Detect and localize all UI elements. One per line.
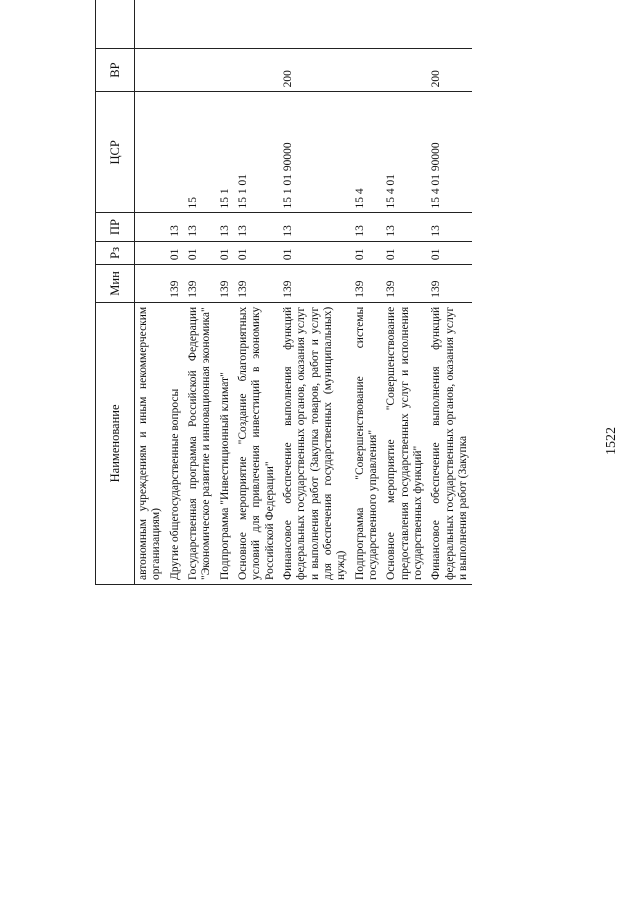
- table-row: [279, 0, 351, 585]
- table-row: [427, 0, 472, 585]
- row-csr: [135, 92, 166, 213]
- table-header: [96, 0, 135, 585]
- row-pr: 13: [427, 213, 472, 241]
- header-2018: [96, 0, 135, 48]
- row-csr: 15: [184, 92, 216, 213]
- row-pr: 13: [216, 213, 234, 241]
- row-pr: 13: [234, 213, 279, 241]
- row-2018: [382, 0, 427, 48]
- page-number: 1522: [604, 427, 619, 455]
- row-rz: 01: [166, 241, 184, 265]
- row-vr: [184, 48, 216, 92]
- table-row: [166, 0, 184, 585]
- row-rz: 01: [234, 241, 279, 265]
- row-2018: [351, 0, 383, 48]
- row-name: автономным учреждениям и иным некоммерческим организациям): [135, 302, 166, 584]
- row-rz: 01: [279, 241, 351, 265]
- row-2018: [279, 0, 351, 48]
- row-2018: [234, 0, 279, 48]
- row-rz: 01: [184, 241, 216, 265]
- row-name: Основное мероприятие "Создание благоприятных условий для привлечения инвестиций в экономику Российской Федерации": [234, 302, 279, 584]
- row-2018: [135, 0, 166, 48]
- row-pr: 13: [184, 213, 216, 241]
- table-row: [135, 0, 166, 585]
- header-vr: ВР: [96, 48, 135, 92]
- row-pr: 13: [382, 213, 427, 241]
- row-name: Основное мероприятие "Совершенствование предоставления государственных услуг и исполнения государственных функций": [382, 302, 427, 584]
- table-row: [184, 0, 216, 585]
- row-min: 139: [184, 265, 216, 303]
- row-min: 139: [216, 265, 234, 303]
- header-rz: Рз: [96, 241, 135, 265]
- row-vr: 200: [427, 48, 472, 92]
- row-min: 139: [351, 265, 383, 303]
- table-body: [135, 0, 473, 585]
- header-row: [96, 0, 135, 585]
- row-2018: [166, 0, 184, 48]
- row-2018: [184, 0, 216, 48]
- row-name: Другие общегосударственные вопросы: [166, 302, 184, 584]
- row-csr: 15 1 01: [234, 92, 279, 213]
- row-rz: [135, 241, 166, 265]
- row-min: 139: [427, 265, 472, 303]
- row-rz: 01: [427, 241, 472, 265]
- row-vr: [135, 48, 166, 92]
- row-pr: 13: [351, 213, 383, 241]
- row-min: 139: [382, 265, 427, 303]
- row-min: 139: [234, 265, 279, 303]
- row-min: [135, 265, 166, 303]
- row-pr: 13: [166, 213, 184, 241]
- row-2018: [427, 0, 472, 48]
- header-name: Наименование: [96, 302, 135, 584]
- row-name: Подпрограмма "Совершенствование системы государственного управления": [351, 302, 383, 584]
- row-min: 139: [279, 265, 351, 303]
- row-name: Государственная программа Российской Федерации "Экономическое развитие и инновационная экономика": [184, 302, 216, 584]
- table-row: [234, 0, 279, 585]
- row-csr: 15 4: [351, 92, 383, 213]
- table-row: [382, 0, 427, 585]
- row-vr: [382, 48, 427, 92]
- row-pr: 13: [279, 213, 351, 241]
- row-vr: [166, 48, 184, 92]
- row-csr: 15 4 01: [382, 92, 427, 213]
- row-name: Подпрограмма "Инвестиционный климат": [216, 302, 234, 584]
- table-row: [351, 0, 383, 585]
- row-2018: [216, 0, 234, 48]
- row-name: Финансовое обеспечение выполнения функций федеральных государственных органов, оказания услуг и выполнения работ (Закупка товаров, работ и услуг для обеспечения государственных (муниципальных) нужд): [279, 302, 351, 584]
- row-csr: 15 4 01 90000: [427, 92, 472, 213]
- row-pr: [135, 213, 166, 241]
- row-rz: 01: [382, 241, 427, 265]
- header-min: Мин: [96, 265, 135, 303]
- row-rz: 01: [351, 241, 383, 265]
- header-csr: ЦСР: [96, 92, 135, 213]
- row-min: 139: [166, 265, 184, 303]
- row-vr: [351, 48, 383, 92]
- row-csr: 15 1: [216, 92, 234, 213]
- table-row: [216, 0, 234, 585]
- row-vr: [234, 48, 279, 92]
- row-name: Финансовое обеспечение выполнения функций федеральных государственных органов, оказания услуг и выполнения работ (Закупка: [427, 302, 472, 584]
- row-csr: 15 1 01 90000: [279, 92, 351, 213]
- row-csr: [166, 92, 184, 213]
- row-vr: 200: [279, 48, 351, 92]
- budget-table: [95, 0, 472, 585]
- row-vr: [216, 48, 234, 92]
- row-rz: 01: [216, 241, 234, 265]
- header-pr: ПР: [96, 213, 135, 241]
